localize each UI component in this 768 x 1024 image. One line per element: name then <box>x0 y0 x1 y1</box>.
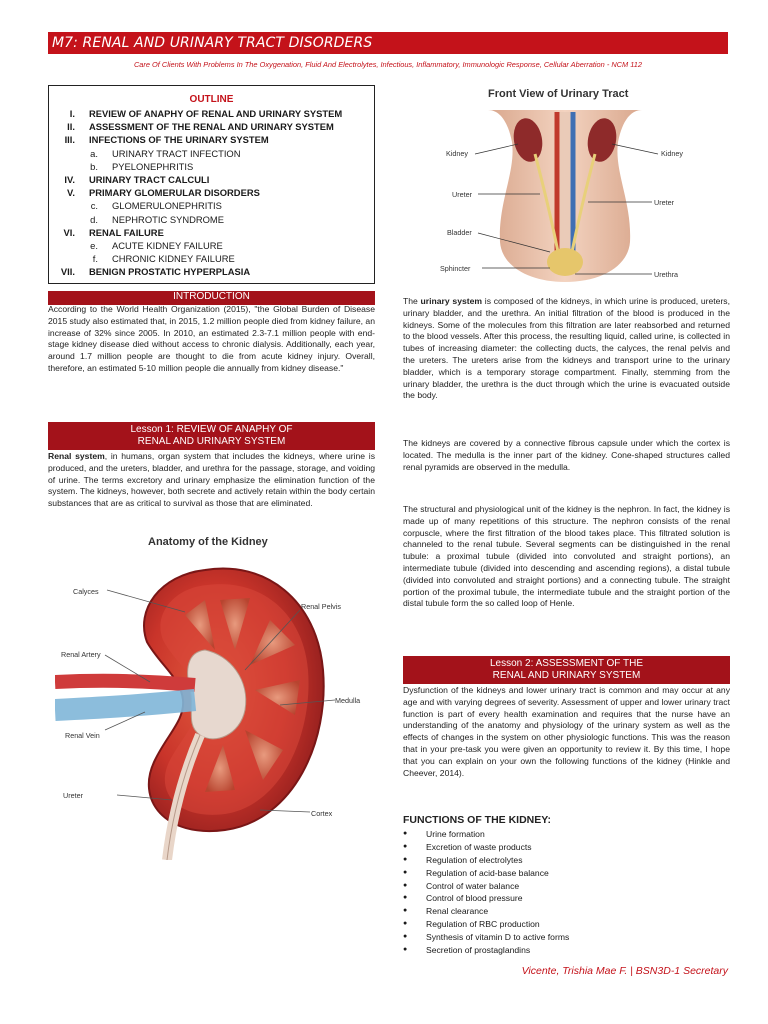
label-medulla: Medulla <box>335 696 361 705</box>
label-renal-vein: Renal Vein <box>65 731 100 740</box>
function-item-text: Renal clearance <box>426 906 489 917</box>
outline-item <box>49 120 374 133</box>
p1-post: is composed of the kidneys, in which urine is produced, ureters, urinary bladder, and the urethra. An initial filtration of the blood is produced in the kidneys. Some of the molecules from this filtration are later reabsorbed and returned to the blood vessels. After this process, the resulting liquid, called urine, is collected in tubes of increasing diameter: the collecting ducts, the calyces, the renal pelvis and the ureters. The ureters arise from the kidneys and transport urine to the urinary bladder, which is a temporary storage compartment. Finally, stemming from the urinary bladder, the urethra is the duct through which the urine is evacuated outside the body. <box>403 296 730 401</box>
outline-item-text: NEPHROTIC SYNDROME <box>112 213 224 225</box>
label-kidney-right: Kidney <box>661 149 683 158</box>
lesson1-body: , in humans, organ system that includes the kidneys, where urine is produced, and the ureters, bladder, and urethra for the passage, storage, and voiding of urine. The terms excretory and urinary emphasize the elimination function of the system. The kidneys, however, both secrete and actively retain within the body certain substances that are as critical to survival as those that are eliminated. <box>48 451 375 509</box>
function-item <box>403 905 569 918</box>
outline-item-number: d. <box>90 213 98 225</box>
function-item <box>403 892 569 905</box>
outline-item-number: VII. <box>60 266 75 278</box>
urinary-tract-figure <box>440 82 695 282</box>
outline-item <box>49 252 374 265</box>
bullet-icon: ● <box>403 907 408 915</box>
outline-item-text: ACUTE KIDNEY FAILURE <box>112 239 223 251</box>
outline-item <box>49 147 374 160</box>
function-item-text: Excretion of waste products <box>426 841 532 852</box>
function-item <box>403 841 569 854</box>
nephron-paragraph: The structural and physiological unit of the kidney is the nephron. In fact, the kidney is made up of many repetitions of this structure. The nephron consists of the renal corpuscle, where the first filtration of the blood takes place. This filtrated solution is channeled to the renal tubule. Several segments can be distinguished in the renal tubule: a proximal tubule (divided into convoluted and straight portions), an intermediate tubule (divided into descending and ascending regions), a distal tubule (divided into convoluted and straight portions) and a connecting tubule. The straight portion of the proximal tubule, the intermediate tubule and the straight portion of the distal tubule form the so called loop of Henle. <box>403 504 730 609</box>
outline-item <box>49 213 374 226</box>
bullet-icon: ● <box>403 842 408 850</box>
function-item-text: Regulation of electrolytes <box>426 854 523 865</box>
outline-item <box>49 160 374 173</box>
lesson2-heading <box>403 656 730 684</box>
bullet-icon: ● <box>403 920 408 928</box>
urinary-system-paragraph <box>403 296 730 402</box>
p1-bold: urinary system <box>420 296 483 306</box>
kidney-figure-title: Anatomy of the Kidney <box>148 536 268 548</box>
function-item <box>403 828 569 841</box>
functions-list <box>403 828 569 957</box>
label-ureter: Ureter <box>63 791 83 800</box>
outline-item-text: INFECTIONS OF THE URINARY SYSTEM <box>89 134 269 146</box>
kidney-anatomy-figure <box>55 530 373 860</box>
function-item-text: Regulation of RBC production <box>426 919 540 930</box>
outline-item-number: e. <box>90 239 98 251</box>
label-kidney-left: Kidney <box>446 149 468 158</box>
label-bladder: Bladder <box>447 228 472 237</box>
outline-item <box>49 265 374 278</box>
lesson2-text: Dysfunction of the kidneys and lower urinary tract is common and may occur at any age and with varying degrees of severity. Assessment of upper and lower urinary tract function is part of every health examination and requires that the nurse have an understanding of the anatomy and physiology of the urinary system as well as the effects of changes in the system on other physiologic functions. This was the reason that in your pre-task you were given an opportunity to review it. By this time, I hope that you can explain on your own the following functions of the kidney (Hinkle and Cheever, 2014). <box>403 685 730 778</box>
bullet-icon: ● <box>403 894 408 902</box>
function-item-text: Regulation of acid-base balance <box>426 867 549 878</box>
outline-item-text: URINARY TRACT CALCULI <box>89 173 210 185</box>
functions-title: FUNCTIONS OF THE KIDNEY: <box>403 814 551 826</box>
bullet-icon: ● <box>403 830 408 837</box>
function-item <box>403 854 569 867</box>
lesson1-heading-line1: Lesson 1: REVIEW OF ANAPHY OF <box>130 424 293 435</box>
outline-item-number: III. <box>64 134 75 146</box>
label-renal-artery: Renal Artery <box>61 650 101 659</box>
outline-item-text: URINARY TRACT INFECTION <box>112 147 241 159</box>
outline-item-number: b. <box>90 160 98 172</box>
outline-item <box>49 239 374 252</box>
introduction-text: According to the World Health Organization (2015), "the Global Burden of Disease 2015 study also estimated that, in 2015, 1.2 million people died from kidney failure, an increase of 32% since 2005. In 2010, an estimated 2.3-7.1 million people with end-stage kidney disease died without access to chronic dialysis. Additionally, each year, around 1.7 million people are thought to die from acute kidney injury. Overall, therefore, an estimated 5-10 million people die annually from kidney disease." <box>48 304 375 373</box>
outline-item-number: IV. <box>64 173 75 185</box>
outline-list <box>49 107 374 278</box>
bullet-icon: ● <box>403 868 408 876</box>
function-item-text: Control of blood pressure <box>426 893 523 904</box>
outline-item <box>49 186 374 199</box>
outline-item-text: BENIGN PROSTATIC HYPERPLASIA <box>89 266 251 278</box>
outline-item <box>49 173 374 186</box>
lesson2-heading-line2: RENAL AND URINARY SYSTEM <box>492 670 641 681</box>
function-item-text: Urine formation <box>426 829 485 839</box>
label-renal-pelvis: Renal Pelvis <box>301 602 341 611</box>
label-cortex: Cortex <box>311 809 333 818</box>
outline-item-text: RENAL FAILURE <box>89 226 164 238</box>
introduction-heading: INTRODUCTION <box>48 291 375 305</box>
outline-item <box>49 199 374 212</box>
function-item-text: Control of water balance <box>426 880 520 891</box>
outline-item-text: PYELONEPHRITIS <box>112 160 194 172</box>
bullet-icon: ● <box>403 946 408 954</box>
label-ureter-left: Ureter <box>452 190 472 199</box>
outline-item-text: CHRONIC KIDNEY FAILURE <box>112 253 235 265</box>
bullet-icon: ● <box>403 855 408 863</box>
lesson1-text <box>48 451 375 510</box>
module-subtitle: Care Of Clients With Problems In The Oxygenation, Fluid And Electrolytes, Infectious, Inflammatory, Immunologic Response, Cellular Aberration - NCM 112 <box>133 60 643 69</box>
outline-item-number: c. <box>90 200 98 212</box>
outline-item-number: I. <box>69 108 75 119</box>
function-item <box>403 931 569 944</box>
outline-item-text: GLOMERULONEPHRITIS <box>112 200 222 212</box>
p1-pre: The <box>403 296 421 306</box>
outline-title: OUTLINE <box>189 94 234 105</box>
function-item <box>403 867 569 880</box>
function-item-text: Synthesis of vitamin D to active forms <box>426 932 570 943</box>
outline-item-text: REVIEW OF ANAPHY OF RENAL AND URINARY SYSTEM <box>89 108 343 119</box>
kidney-capsule-paragraph: The kidneys are covered by a connective fibrous capsule under which the cortex is located. The medulla is the inner part of the kidney. Cone-shaped structures called renal pyramids are observed in the medulla. <box>403 438 730 472</box>
lesson1-heading-line2: RENAL AND URINARY SYSTEM <box>137 436 286 447</box>
outline-item <box>49 133 374 146</box>
bullet-icon: ● <box>403 933 408 941</box>
module-title: M7: RENAL AND URINARY TRACT DISORDERS <box>48 32 728 54</box>
lesson2-heading-line1: Lesson 2: ASSESSMENT OF THE <box>489 658 644 669</box>
outline-item-text: ASSESSMENT OF THE RENAL AND URINARY SYSTEM <box>89 121 334 133</box>
outline-item-number: VI. <box>63 226 75 238</box>
footer-author: Vicente, Trishia Mae F. | BSN3D-1 Secretary <box>521 965 728 977</box>
function-item <box>403 880 569 893</box>
tract-figure-title: Front View of Urinary Tract <box>488 88 629 100</box>
outline-item <box>49 226 374 239</box>
outline-item-number: a. <box>90 147 98 159</box>
bullet-icon: ● <box>403 881 408 889</box>
function-item <box>403 918 569 931</box>
outline-item <box>49 107 374 120</box>
label-calyces: Calyces <box>73 587 99 596</box>
label-ureter-right: Ureter <box>654 198 674 207</box>
outline-item-number: II. <box>67 121 75 133</box>
outline-item-number: f. <box>92 253 98 265</box>
outline-item-text: PRIMARY GLOMERULAR DISORDERS <box>89 187 260 199</box>
outline-item-number: V. <box>67 187 75 199</box>
lesson1-heading <box>48 422 375 450</box>
label-sphincter: Sphincter <box>440 264 471 273</box>
urinary-tract-illustration <box>440 82 695 282</box>
function-item-text: Secretion of prostaglandins <box>426 945 531 956</box>
function-item <box>403 944 569 957</box>
outline-box <box>48 85 375 284</box>
lesson1-lead: Renal system <box>48 451 105 461</box>
label-urethra: Urethra <box>654 270 678 279</box>
